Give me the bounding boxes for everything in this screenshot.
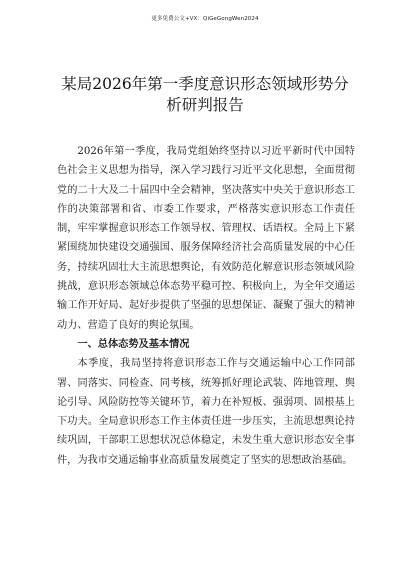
section-heading: 一、总体态势及基本情况 [77,338,190,350]
header-note: 更多免费公文+VX：QiGeGongWen2024 [151,16,259,22]
section-paragraph: 本季度，我局坚持将意识形态工作与交通运输中心工作同部署、同落实、同检查、同考核，统筹抓好理论武装、阵地管理、舆论引导、风险防控等关键环节，着力在补短板、强弱项、固根基上下功夫。全局意识形态工作主体责任进一步压实，主流思想舆论持续巩固，干部职工思想状况总体稳定，未发生重大意识形态安全事件，为我市交通运输事业高质量发展奠定了坚实的思想政治基础。 [57,358,355,466]
intro-paragraph: 2026年第一季度，我局党组始终坚持以习近平新时代中国特色社会主义思想为指导，深入学习践行习近平文化思想，全面贯彻党的二十大及二十届四中全会精神，坚决落实中央关于意识形态工作的决策部署和省、市委工作要求，严格落实意识形态工作责任制，牢牢掌握意识形态工作领导权、管理权、话语权。全局上下紧紧围绕加快建设交通强国、服务保障经济社会高质量发展的中心任务，持续巩固壮大主流思想舆论，有效防范化解意识形态领域风险挑战，意识形态领域总体态势平稳可控、积极向上，为全年交通运输工作开好局、起好步提供了坚强的思想保证、凝聚了强大的精神动力、营造了良好的舆论氛围。 [57,146,355,331]
document-body [57,142,355,470]
document-title: 某局2026年第一季度意识形态领域形势分析研判报告 [61,75,349,114]
